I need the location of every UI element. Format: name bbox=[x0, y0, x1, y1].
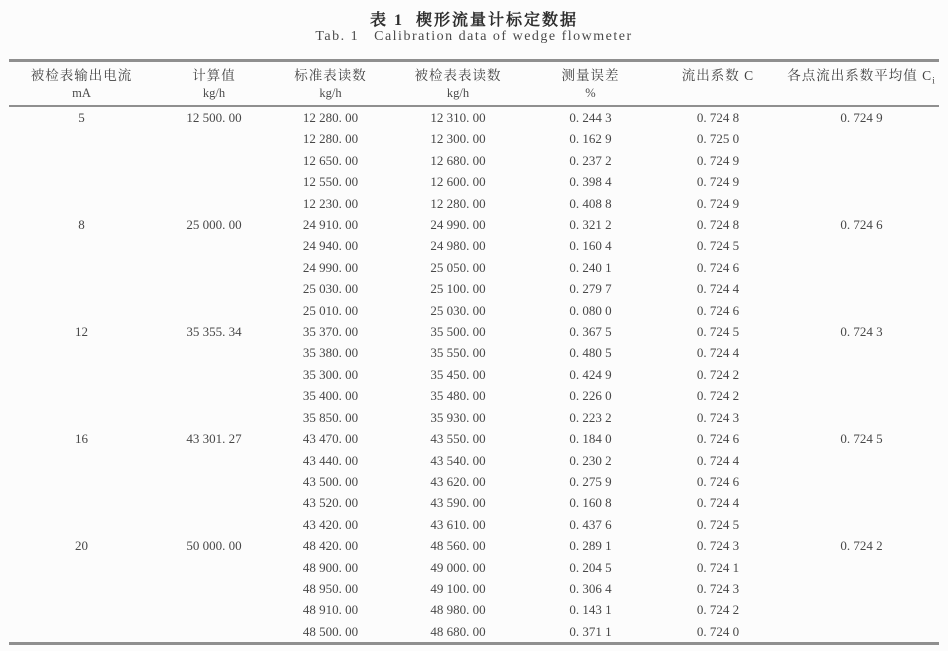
table-row bbox=[9, 106, 939, 128]
cell-measurement-error: 0. 240 1 bbox=[569, 259, 612, 275]
cell-output-current bbox=[9, 278, 154, 299]
cell-tested-reading: 43 610. 00 bbox=[430, 516, 486, 532]
cell-standard-reading: 35 380. 00 bbox=[302, 345, 359, 361]
cell-standard-reading: 12 280. 00 bbox=[302, 110, 359, 125]
cell-tested-reading: 12 680. 00 bbox=[430, 152, 486, 168]
cell-measurement-error: 0. 408 8 bbox=[569, 195, 612, 211]
cell-calculated bbox=[154, 150, 274, 171]
cell-output-current bbox=[9, 342, 154, 363]
cell-average-coefficient: 0. 724 3 bbox=[840, 324, 883, 340]
header-average-coefficient-text: 各点流出系数平均值 C bbox=[787, 68, 933, 83]
cell-measurement-error: 0. 223 2 bbox=[569, 409, 612, 425]
header-calculated-unit: kg/h bbox=[202, 86, 226, 100]
cell-measurement-error: 0. 160 4 bbox=[569, 238, 612, 254]
cell-average-coefficient bbox=[784, 235, 939, 256]
cell-calculated bbox=[154, 278, 274, 299]
table-row bbox=[9, 492, 939, 513]
cell-calculated bbox=[154, 171, 274, 192]
cell-discharge-coefficient: 0. 724 3 bbox=[696, 538, 740, 554]
cell-measurement-error: 0. 226 0 bbox=[569, 388, 612, 404]
cell-output-current: 12 bbox=[75, 324, 88, 340]
cell-average-coefficient bbox=[784, 599, 939, 620]
cell-discharge-coefficient: 0. 724 6 bbox=[696, 259, 740, 275]
header-measurement-error bbox=[529, 61, 652, 107]
cell-average-coefficient: 0. 724 2 bbox=[840, 538, 883, 554]
cell-standard-reading: 12 550. 00 bbox=[302, 174, 359, 190]
cell-calculated bbox=[154, 492, 274, 513]
table-row bbox=[9, 278, 939, 299]
cell-discharge-coefficient: 0. 724 5 bbox=[696, 324, 740, 340]
cell-measurement-error: 0. 184 0 bbox=[569, 431, 612, 447]
header-output-current bbox=[9, 61, 154, 107]
header-output-current-unit: mA bbox=[72, 86, 91, 100]
cell-output-current bbox=[9, 450, 154, 471]
header-measurement-error-label: 测量误差 bbox=[561, 68, 620, 83]
table-row bbox=[9, 321, 939, 342]
cell-output-current bbox=[9, 471, 154, 492]
cell-output-current bbox=[9, 492, 154, 513]
cell-average-coefficient bbox=[784, 278, 939, 299]
cell-calculated bbox=[154, 257, 274, 278]
cell-standard-reading: 24 940. 00 bbox=[302, 238, 359, 254]
header-tested-reading-unit: kg/h bbox=[446, 86, 470, 100]
cell-average-coefficient bbox=[784, 450, 939, 471]
cell-tested-reading: 12 280. 00 bbox=[430, 195, 486, 211]
table-row bbox=[9, 578, 939, 599]
cell-discharge-coefficient: 0. 724 3 bbox=[696, 409, 740, 425]
cell-measurement-error: 0. 080 0 bbox=[569, 302, 612, 318]
cell-measurement-error: 0. 237 2 bbox=[569, 152, 612, 168]
cell-discharge-coefficient: 0. 724 9 bbox=[696, 195, 740, 211]
cell-standard-reading: 48 910. 00 bbox=[302, 602, 359, 618]
table-row bbox=[9, 407, 939, 428]
cell-measurement-error: 0. 398 4 bbox=[569, 174, 612, 190]
cell-calculated bbox=[154, 385, 274, 406]
cell-output-current: 20 bbox=[75, 538, 88, 554]
cell-average-coefficient bbox=[784, 621, 939, 644]
header-discharge-coefficient-label: 流出系数 C bbox=[681, 68, 755, 83]
cell-standard-reading: 25 030. 00 bbox=[302, 281, 359, 297]
header-calculated bbox=[154, 61, 274, 107]
cell-measurement-error: 0. 371 1 bbox=[569, 623, 612, 639]
table-row bbox=[9, 621, 939, 644]
header-standard-reading bbox=[274, 61, 387, 107]
cell-average-coefficient bbox=[784, 128, 939, 149]
cell-average-coefficient bbox=[784, 578, 939, 599]
cell-calculated bbox=[154, 342, 274, 363]
cell-tested-reading: 25 100. 00 bbox=[430, 281, 486, 297]
table-row bbox=[9, 300, 939, 321]
cell-measurement-error: 0. 424 9 bbox=[569, 366, 612, 382]
cell-standard-reading: 24 910. 00 bbox=[302, 217, 359, 233]
cell-discharge-coefficient: 0. 724 4 bbox=[696, 495, 740, 511]
cell-average-coefficient bbox=[784, 193, 939, 214]
cell-calculated bbox=[154, 514, 274, 535]
cell-calculated bbox=[154, 599, 274, 620]
table-title-en: Tab. 1 Calibration data of wedge flowmeter bbox=[315, 29, 633, 44]
cell-standard-reading: 43 520. 00 bbox=[302, 495, 359, 511]
cell-standard-reading: 25 010. 00 bbox=[302, 302, 359, 318]
cell-standard-reading: 35 850. 00 bbox=[302, 409, 359, 425]
cell-tested-reading: 43 590. 00 bbox=[430, 495, 486, 511]
cell-calculated bbox=[154, 578, 274, 599]
table-row bbox=[9, 535, 939, 556]
cell-measurement-error: 0. 162 9 bbox=[569, 131, 612, 147]
cell-measurement-error: 0. 143 1 bbox=[569, 602, 612, 618]
table-row bbox=[9, 514, 939, 535]
cell-calculated bbox=[154, 235, 274, 256]
cell-output-current bbox=[9, 621, 154, 644]
cell-calculated: 35 355. 34 bbox=[186, 324, 242, 340]
cell-tested-reading: 12 600. 00 bbox=[430, 174, 486, 190]
header-output-current-label: 被检表输出电流 bbox=[30, 68, 133, 83]
cell-discharge-coefficient: 0. 724 6 bbox=[696, 302, 740, 318]
cell-average-coefficient: 0. 724 5 bbox=[840, 431, 883, 447]
cell-measurement-error: 0. 321 2 bbox=[569, 217, 612, 233]
cell-tested-reading: 48 980. 00 bbox=[430, 602, 486, 618]
cell-tested-reading: 43 620. 00 bbox=[430, 473, 486, 489]
cell-output-current bbox=[9, 385, 154, 406]
header-average-coefficient bbox=[784, 61, 939, 107]
cell-standard-reading: 43 470. 00 bbox=[302, 431, 359, 447]
table-row bbox=[9, 385, 939, 406]
cell-standard-reading: 12 650. 00 bbox=[302, 152, 359, 168]
cell-calculated bbox=[154, 128, 274, 149]
header-standard-reading-unit: kg/h bbox=[319, 86, 342, 100]
cell-calculated bbox=[154, 621, 274, 644]
cell-discharge-coefficient: 0. 724 1 bbox=[696, 559, 740, 575]
table-header bbox=[9, 61, 939, 107]
cell-standard-reading: 35 400. 00 bbox=[302, 388, 359, 404]
cell-measurement-error: 0. 480 5 bbox=[569, 345, 612, 361]
cell-tested-reading: 49 100. 00 bbox=[430, 580, 486, 596]
cell-tested-reading: 35 500. 00 bbox=[430, 324, 486, 340]
cell-output-current bbox=[9, 257, 154, 278]
cell-discharge-coefficient: 0. 724 8 bbox=[696, 217, 740, 233]
cell-output-current bbox=[9, 128, 154, 149]
table-row bbox=[9, 214, 939, 235]
cell-standard-reading: 43 440. 00 bbox=[302, 452, 359, 468]
cell-measurement-error: 0. 306 4 bbox=[569, 580, 612, 596]
cell-tested-reading: 43 540. 00 bbox=[430, 452, 486, 468]
cell-output-current bbox=[9, 599, 154, 620]
cell-discharge-coefficient: 0. 724 6 bbox=[696, 431, 740, 447]
cell-standard-reading: 48 900. 00 bbox=[302, 559, 359, 575]
cell-average-coefficient bbox=[784, 514, 939, 535]
cell-discharge-coefficient: 0. 724 0 bbox=[696, 623, 740, 639]
cell-average-coefficient bbox=[784, 471, 939, 492]
cell-tested-reading: 48 560. 00 bbox=[430, 538, 486, 554]
cell-tested-reading: 35 480. 00 bbox=[430, 388, 486, 404]
cell-discharge-coefficient: 0. 724 4 bbox=[696, 281, 740, 297]
table-row bbox=[9, 557, 939, 578]
cell-measurement-error: 0. 204 5 bbox=[569, 559, 612, 575]
cell-discharge-coefficient: 0. 725 0 bbox=[696, 131, 740, 147]
cell-measurement-error: 0. 367 5 bbox=[569, 324, 612, 340]
cell-discharge-coefficient: 0. 724 6 bbox=[696, 473, 740, 489]
header-average-coefficient-subscript: i bbox=[932, 75, 936, 86]
cell-output-current bbox=[9, 557, 154, 578]
cell-average-coefficient bbox=[784, 407, 939, 428]
cell-output-current bbox=[9, 193, 154, 214]
cell-calculated bbox=[154, 407, 274, 428]
header-discharge-coefficient bbox=[652, 61, 784, 107]
cell-calculated bbox=[154, 193, 274, 214]
cell-discharge-coefficient: 0. 724 3 bbox=[696, 580, 740, 596]
table-row bbox=[9, 171, 939, 192]
cell-discharge-coefficient: 0. 724 9 bbox=[696, 152, 740, 168]
table-row bbox=[9, 257, 939, 278]
cell-standard-reading: 12 230. 00 bbox=[302, 195, 359, 211]
header-standard-reading-label: 标准表读数 bbox=[294, 68, 367, 83]
cell-discharge-coefficient: 0. 724 2 bbox=[696, 602, 740, 618]
cell-tested-reading: 49 000. 00 bbox=[430, 559, 486, 575]
cell-tested-reading: 48 680. 00 bbox=[430, 623, 486, 639]
cell-discharge-coefficient: 0. 724 5 bbox=[696, 238, 740, 254]
cell-average-coefficient bbox=[784, 557, 939, 578]
cell-output-current bbox=[9, 514, 154, 535]
cell-tested-reading: 12 300. 00 bbox=[430, 131, 486, 147]
cell-standard-reading: 48 420. 00 bbox=[302, 538, 359, 554]
cell-standard-reading: 12 280. 00 bbox=[302, 131, 359, 147]
cell-calculated bbox=[154, 300, 274, 321]
cell-calculated bbox=[154, 450, 274, 471]
cell-tested-reading: 24 990. 00 bbox=[430, 217, 486, 233]
cell-standard-reading: 35 300. 00 bbox=[302, 366, 359, 382]
cell-measurement-error: 0. 275 9 bbox=[569, 473, 612, 489]
cell-calculated bbox=[154, 557, 274, 578]
cell-measurement-error: 0. 437 6 bbox=[569, 516, 612, 532]
cell-output-current bbox=[9, 300, 154, 321]
cell-average-coefficient bbox=[784, 300, 939, 321]
cell-standard-reading: 48 500. 00 bbox=[302, 623, 359, 639]
cell-average-coefficient bbox=[784, 385, 939, 406]
calibration-table bbox=[9, 59, 939, 645]
cell-measurement-error: 0. 230 2 bbox=[569, 452, 612, 468]
cell-tested-reading: 12 310. 00 bbox=[430, 110, 486, 125]
cell-measurement-error: 0. 160 8 bbox=[569, 495, 612, 511]
cell-average-coefficient: 0. 724 6 bbox=[840, 217, 883, 233]
table-title-cn: 表 1 楔形流量计标定数据 bbox=[369, 12, 578, 29]
cell-discharge-coefficient: 0. 724 4 bbox=[696, 452, 740, 468]
cell-measurement-error: 0. 279 7 bbox=[569, 281, 612, 297]
table-body bbox=[9, 106, 939, 644]
cell-tested-reading: 25 030. 00 bbox=[430, 302, 486, 318]
table-row bbox=[9, 364, 939, 385]
cell-calculated: 50 000. 00 bbox=[186, 538, 242, 554]
cell-discharge-coefficient: 0. 724 5 bbox=[696, 516, 740, 532]
cell-standard-reading: 48 950. 00 bbox=[302, 580, 359, 596]
cell-standard-reading: 35 370. 00 bbox=[302, 324, 359, 340]
cell-tested-reading: 24 980. 00 bbox=[430, 238, 486, 254]
table-row bbox=[9, 128, 939, 149]
table-row bbox=[9, 599, 939, 620]
table-row bbox=[9, 471, 939, 492]
cell-tested-reading: 43 550. 00 bbox=[430, 431, 486, 447]
header-tested-reading-label: 被检表表读数 bbox=[414, 68, 502, 83]
cell-calculated: 25 000. 00 bbox=[186, 217, 242, 233]
cell-output-current: 5 bbox=[78, 110, 85, 125]
cell-calculated: 43 301. 27 bbox=[186, 431, 242, 447]
table-row bbox=[9, 235, 939, 256]
cell-calculated: 12 500. 00 bbox=[186, 110, 242, 125]
cell-standard-reading: 43 420. 00 bbox=[302, 516, 359, 532]
cell-output-current bbox=[9, 407, 154, 428]
table-row bbox=[9, 342, 939, 363]
cell-average-coefficient bbox=[784, 257, 939, 278]
cell-output-current bbox=[9, 364, 154, 385]
cell-average-coefficient bbox=[784, 150, 939, 171]
header-tested-reading bbox=[387, 61, 529, 107]
cell-average-coefficient bbox=[784, 342, 939, 363]
cell-output-current bbox=[9, 171, 154, 192]
table-row bbox=[9, 150, 939, 171]
cell-average-coefficient bbox=[784, 171, 939, 192]
cell-discharge-coefficient: 0. 724 8 bbox=[696, 110, 740, 125]
cell-discharge-coefficient: 0. 724 2 bbox=[696, 366, 740, 382]
cell-output-current: 16 bbox=[75, 431, 88, 447]
cell-discharge-coefficient: 0. 724 9 bbox=[696, 174, 740, 190]
header-average-coefficient-label bbox=[784, 66, 939, 91]
cell-tested-reading: 25 050. 00 bbox=[430, 259, 486, 275]
table-row bbox=[9, 428, 939, 449]
cell-output-current bbox=[9, 578, 154, 599]
header-measurement-error-unit: % bbox=[585, 86, 596, 100]
cell-measurement-error: 0. 244 3 bbox=[569, 110, 612, 125]
cell-output-current: 8 bbox=[78, 217, 85, 233]
cell-discharge-coefficient: 0. 724 2 bbox=[696, 388, 740, 404]
cell-standard-reading: 43 500. 00 bbox=[302, 473, 359, 489]
cell-output-current bbox=[9, 235, 154, 256]
cell-average-coefficient: 0. 724 9 bbox=[840, 110, 883, 125]
header-calculated-label: 计算值 bbox=[192, 68, 236, 83]
cell-tested-reading: 35 550. 00 bbox=[430, 345, 486, 361]
header-row bbox=[9, 61, 939, 107]
cell-calculated bbox=[154, 471, 274, 492]
table-row bbox=[9, 450, 939, 471]
table-row bbox=[9, 193, 939, 214]
cell-calculated bbox=[154, 364, 274, 385]
cell-measurement-error: 0. 289 1 bbox=[569, 538, 612, 554]
cell-output-current bbox=[9, 150, 154, 171]
cell-standard-reading: 24 990. 00 bbox=[302, 259, 359, 275]
cell-average-coefficient bbox=[784, 364, 939, 385]
cell-discharge-coefficient: 0. 724 4 bbox=[696, 345, 740, 361]
cell-tested-reading: 35 450. 00 bbox=[430, 366, 486, 382]
cell-average-coefficient bbox=[784, 492, 939, 513]
cell-tested-reading: 35 930. 00 bbox=[430, 409, 486, 425]
